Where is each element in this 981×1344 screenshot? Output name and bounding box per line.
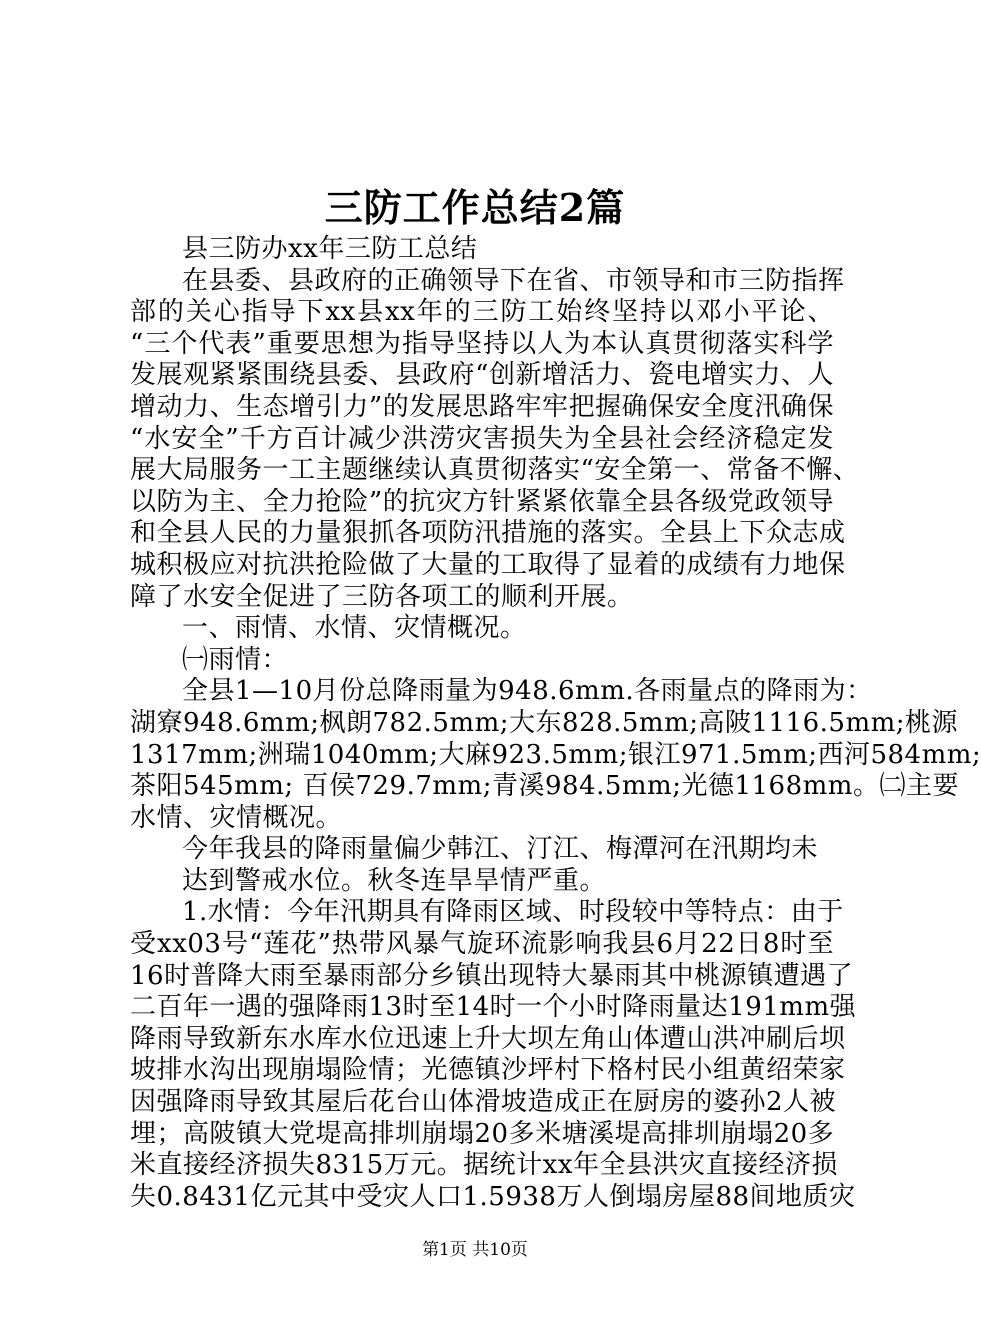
text-line: 因强降雨导致其屋后花台山体滑坡造成正在厨房的婆孙2人被 [130,1087,837,1118]
text-line: 城积极应对抗洪抢险做了大量的工取得了显着的成绩有力地保 [130,549,846,580]
text-line: 一、雨情、水情、灾情概况。 [182,613,527,644]
text-line: 展大局服务一工主题继续认真贯彻落实“安全第一、常备不懈、 [130,455,860,486]
text-line: 16时普降大雨至暴雨部分乡镇出现特大暴雨其中桃源镇遭遇了 [130,960,854,991]
text-line: 部的关心指导下xx县xx年的三防工始终坚持以邓小平论、 [130,297,834,328]
text-line: 全县1—10月份总降雨量为948.6mm.各雨量点的降雨为： [182,676,873,707]
text-line: 受xx03号“莲花”热带风暴气旋环流影响我县6月22日8时至 [130,929,834,960]
text-line: 降雨导致新东水库水位迅速上升大坝左角山体遭山洪冲刷后坝 [130,1023,846,1054]
text-line: ㈠雨情： [182,644,289,675]
text-line: 和全县人民的力量狠抓各项防汛措施的落实。全县上下众志成 [130,518,846,549]
page-footer: 第1页 共10页 [422,1240,528,1260]
text-line: 在县委、县政府的正确领导下在省、市领导和市三防指挥 [182,265,845,296]
text-line: 障了水安全促进了三防各项工的顺利开展。 [130,581,634,612]
text-line: 今年我县的降雨量偏少韩江、汀江、梅潭河在汛期均未 [182,834,819,865]
text-line: 茶阳545mm; 百侯729.7mm;青溪984.5mm;光德1168mm。㈡主要 [130,771,959,802]
text-line: 1.水情：今年汛期具有降雨区域、时段较中等特点：由于 [182,897,844,928]
text-line: 埋；高陂镇大党堤高排圳崩塌20多米塘溪堤高排圳崩塌20多 [130,1118,835,1149]
text-line: 发展观紧紧围绕县委、县政府“创新增活力、瓷电增实力、人 [130,360,834,391]
text-line: 水情、灾情概况。 [130,802,343,833]
text-line: 坡排水沟出现崩塌险情；光德镇沙坪村下格村民小组黄绍荣家 [130,1055,846,1086]
text-line: 县三防办xx年三防工总结 [182,234,478,264]
document-title: 三防工作总结2篇 [324,185,626,230]
text-line: 达到警戒水位。秋冬连旱旱情严重。 [182,865,607,896]
text-line: “三个代表”重要思想为指导坚持以人为本认真贯彻落实科学 [130,328,834,359]
text-line: 1317mm;洲瑞1040mm;大麻923.5mm;银江971.5mm;西河584mm; [130,739,981,770]
text-line: 湖寮948.6mm;枫朗782.5mm;大东828.5mm;高陂1116.5mm;桃源 [130,707,959,738]
text-line: 以防为主、全力抢险”的抗灾方针紧紧依靠全县各级党政领导 [130,486,834,517]
text-line: 米直接经济损失8315万元。据统计xx年全县洪灾直接经济损 [130,1150,838,1181]
text-line: 失0.8431亿元其中受灾人口1.5938万人倒塌房屋88间地质灾 [130,1181,856,1212]
text-line: “水安全”千方百计减少洪涝灾害损失为全县社会经济稳定发 [130,423,834,454]
text-line: 增动力、生态增引力”的发展思路牢牢把握确保安全度汛确保 [130,391,834,422]
text-line: 二百年一遇的强降雨13时至14时一个小时降雨量达191mm强 [130,992,857,1023]
document-body [130,234,981,1213]
